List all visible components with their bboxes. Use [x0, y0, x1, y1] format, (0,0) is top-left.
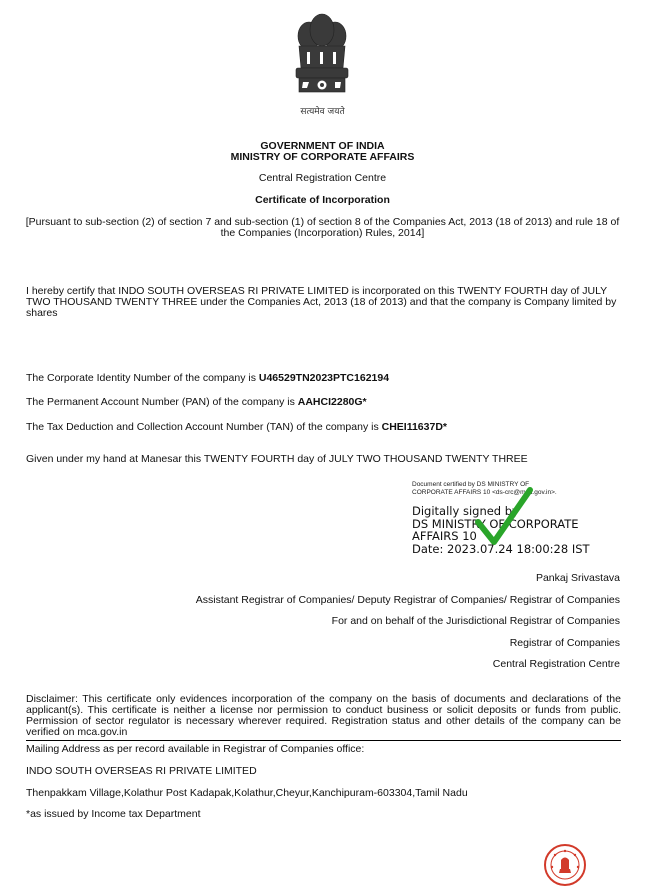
certified-by-line1: Document certified by DS MINISTRY OF — [412, 481, 530, 488]
registrar-designation: Assistant Registrar of Companies/ Deputy Registrar of Companies/ Registrar of Companies — [195, 594, 620, 606]
tax-footnote: *as issued by Income tax Department — [26, 808, 201, 820]
divider — [26, 740, 621, 741]
cin-label: The Corporate Identity Number of the company is — [26, 372, 259, 384]
pursuant-clause: [Pursuant to sub-section (2) of section 7 and sub-section (1) of section 8 of the Companies Act, 2013 (18 of 2013) and rule 18 of the Companies (Incorporation) Rules, 2014] — [25, 216, 620, 239]
registrar-centre: Central Registration Centre — [492, 658, 620, 670]
cin-line — [26, 372, 389, 384]
pan-value: AAHCI2280G* — [297, 396, 367, 408]
on-behalf-line: For and on behalf of the Jurisdictional Registrar of Companies — [331, 615, 620, 627]
tan-value: CHEI11637D* — [381, 421, 447, 433]
tan-label: The Tax Deduction and Collection Account Number (TAN) of the company is — [26, 421, 382, 433]
given-statement: Given under my hand at Manesar this TWENTY FOURTH day of JULY TWO THOUSAND TWENTY THREE — [26, 453, 528, 465]
tan-line — [26, 421, 447, 433]
government-title: GOVERNMENT OF INDIA — [260, 140, 385, 152]
registrar-name: Pankaj Srivastava — [535, 572, 620, 584]
mailing-address-label: Mailing Address as per record available in Registrar of Companies office: — [26, 743, 365, 755]
registration-centre: Central Registration Centre — [258, 172, 387, 184]
signer-name-line2: AFFAIRS 10 — [412, 529, 477, 543]
ministry-seal-icon — [543, 843, 587, 887]
certified-by-line2: CORPORATE AFFAIRS 10 <ds-crc@mca.gov.in>. — [412, 489, 557, 496]
company-name: INDO SOUTH OVERSEAS RI PRIVATE LIMITED — [26, 765, 257, 777]
certificate-title: Certificate of Incorporation — [255, 194, 390, 206]
signed-by-label: Digitally signed by — [412, 504, 519, 518]
signature-date: Date: 2023.07.24 18:00:28 IST — [412, 541, 590, 556]
disclaimer: Disclaimer: This certificate only evidences incorporation of the company on the basis of documents and declarations of the applicant(s). This certificate is neither a license nor permission to conduct business or solicit deposits or funds from public. Permission of sector regulator is necessary wherever required. Registration status and other details of the company can be verified on mca.gov.in — [26, 693, 621, 738]
registrar-role: Registrar of Companies — [509, 637, 620, 649]
signer-name-line1: DS MINISTRY OF CORPORATE — [412, 516, 579, 531]
pan-line — [26, 396, 367, 408]
signature-valid-check-icon — [472, 484, 534, 548]
ministry-title: MINISTRY OF CORPORATE AFFAIRS — [230, 151, 415, 163]
certification-statement: I hereby certify that INDO SOUTH OVERSEAS RI PRIVATE LIMITED is incorporated on this TWENTY FOURTH day of JULY TWO THOUSAND TWENTY THREE under the Companies Act, 2013 (18 of 2013) and that the company is Company limited by shares — [26, 285, 617, 319]
cin-value: U46529TN2023PTC162194 — [258, 372, 390, 384]
pan-label: The Permanent Account Number (PAN) of the company is — [26, 396, 298, 408]
emblem-motto: सत्यमेव जयते — [300, 107, 345, 117]
national-emblem-icon — [287, 8, 357, 118]
company-address: Thenpakkam Village,Kolathur Post Kadapak,Kolathur,Cheyur,Kanchipuram-603304,Tamil Nadu — [26, 787, 468, 799]
